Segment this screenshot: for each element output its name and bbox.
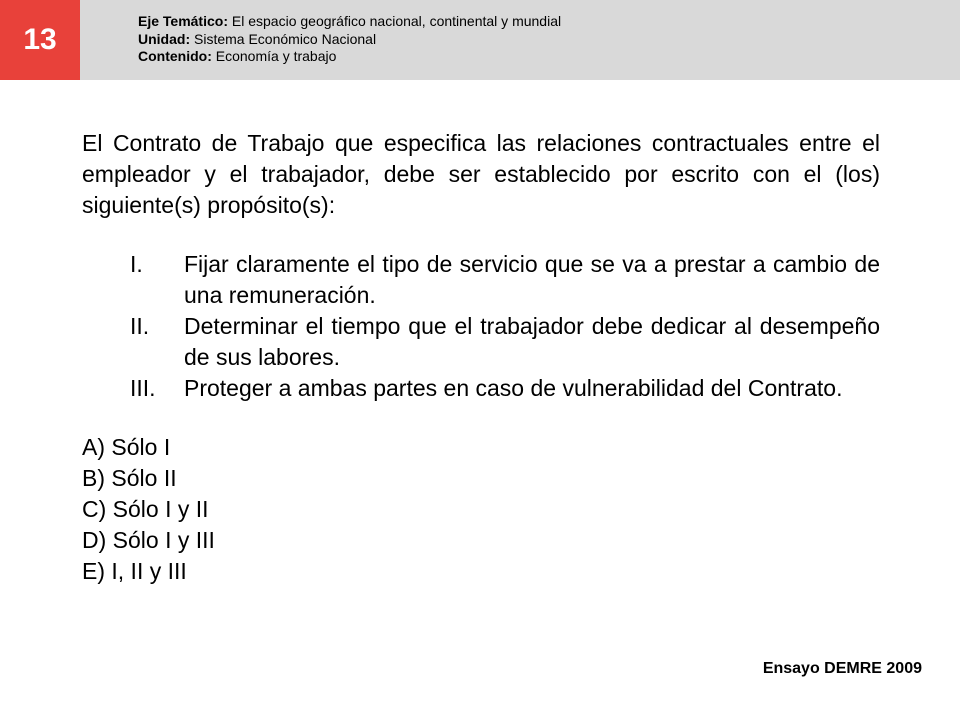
option-c: C) Sólo I y II [82,496,209,522]
unidad-label: Unidad: [138,30,191,47]
question-body [82,128,880,587]
statement-text: Determinar el tiempo que el trabajador debe dedicar al desempeño de sus labores. [184,313,880,370]
statement-numeral: II. [130,313,150,339]
statement-item [82,373,880,404]
source-footer: Ensayo DEMRE 2009 [762,660,922,677]
option-b: B) Sólo II [82,465,177,491]
statement-numeral: III. [130,375,156,401]
statement-item [82,311,880,373]
unidad-value: Sistema Económico Nacional [190,30,377,47]
contenido-line [138,48,561,66]
option-e: E) I, II y III [82,558,187,584]
statement-list [82,249,880,404]
question-text: El Contrato de Trabajo que especifica las relaciones contractuales entre el empleador y el trabajador, debe ser establecido por escrito con el (los) siguiente(s) propósito(s): [82,130,880,218]
header-bar [0,0,960,80]
statement-text: Proteger a ambas partes en caso de vulnerabilidad del Contrato. [184,375,843,401]
topic-info [138,13,561,66]
eje-label: Eje Temático: [138,13,228,29]
contenido-label: Contenido: [138,48,212,64]
statement-item [82,249,880,311]
eje-value: El espacio geográfico nacional, continental y mundial [228,13,562,29]
answer-options [82,432,880,587]
question-number: 13 [0,0,80,80]
statement-text: Fijar claramente el tipo de servicio que se va a prestar a cambio de una remuneración. [184,251,880,308]
option-a: A) Sólo I [82,434,171,460]
statement-numeral: I. [130,251,143,277]
unidad-line [138,31,561,49]
eje-line [138,13,561,31]
contenido-value: Economía y trabajo [211,48,337,64]
option-d: D) Sólo I y III [82,527,215,553]
